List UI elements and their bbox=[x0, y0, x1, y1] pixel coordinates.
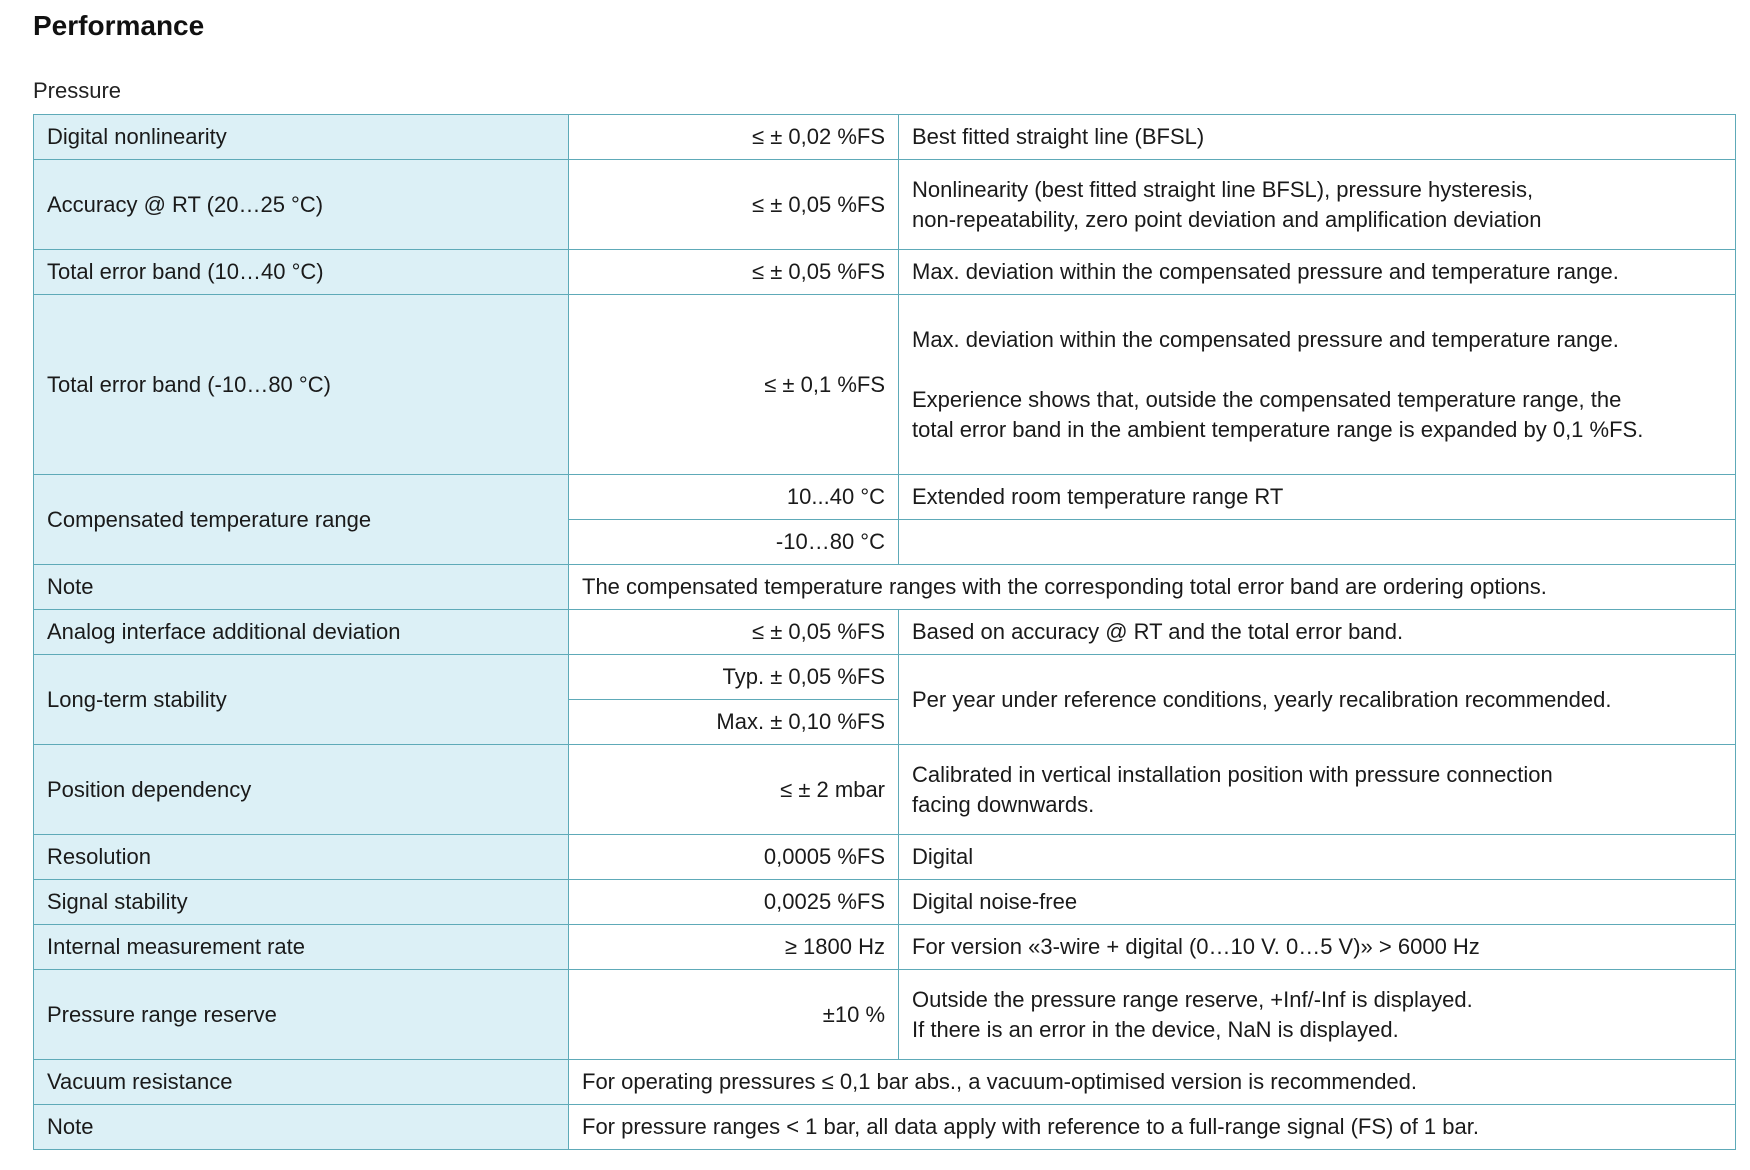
row-value: ≥ 1800 Hz bbox=[569, 925, 899, 970]
row-value: -10…80 °C bbox=[569, 520, 899, 565]
row-value: Typ. ± 0,05 %FS bbox=[569, 655, 899, 700]
row-label: Analog interface additional deviation bbox=[34, 610, 569, 655]
row-label: Accuracy @ RT (20…25 °C) bbox=[34, 160, 569, 250]
row-value: ≤ ± 0,05 %FS bbox=[569, 610, 899, 655]
table-row bbox=[34, 835, 1736, 880]
table-row bbox=[34, 745, 1736, 835]
description-line: Calibrated in vertical installation position with pressure connection bbox=[912, 761, 1553, 787]
row-description bbox=[899, 295, 1736, 475]
table-row bbox=[34, 250, 1736, 295]
row-value: ≤ ± 0,05 %FS bbox=[569, 160, 899, 250]
row-value: ≤ ± 0,05 %FS bbox=[569, 250, 899, 295]
table-row bbox=[34, 1105, 1736, 1150]
table-row bbox=[34, 160, 1736, 250]
row-description: Max. deviation within the compensated pressure and temperature range. bbox=[899, 250, 1736, 295]
row-description: Per year under reference conditions, yearly recalibration recommended. bbox=[899, 655, 1736, 745]
description-line: If there is an error in the device, NaN is displayed. bbox=[912, 1016, 1399, 1042]
description-line: facing downwards. bbox=[912, 791, 1095, 817]
row-label: Digital nonlinearity bbox=[34, 115, 569, 160]
row-description bbox=[899, 520, 1736, 565]
row-description: Based on accuracy @ RT and the total error band. bbox=[899, 610, 1736, 655]
table-row bbox=[34, 970, 1736, 1060]
row-value: 0,0005 %FS bbox=[569, 835, 899, 880]
row-value: ±10 % bbox=[569, 970, 899, 1060]
row-description: For pressure ranges < 1 bar, all data apply with reference to a full-range signal (FS) of 1 bar. bbox=[569, 1105, 1736, 1150]
table-row bbox=[34, 1060, 1736, 1105]
row-label: Signal stability bbox=[34, 880, 569, 925]
row-value: ≤ ± 0,02 %FS bbox=[569, 115, 899, 160]
section-title: Pressure bbox=[33, 78, 122, 103]
table-row bbox=[34, 115, 1736, 160]
row-label: Resolution bbox=[34, 835, 569, 880]
page-title: Performance bbox=[33, 10, 205, 41]
pressure-spec-table bbox=[33, 114, 1736, 1150]
description-line: non-repeatability, zero point deviation and amplification deviation bbox=[912, 206, 1542, 232]
row-label: Note bbox=[34, 565, 569, 610]
row-description bbox=[899, 745, 1736, 835]
description-line: total error band in the ambient temperature range is expanded by 0,1 %FS. bbox=[912, 416, 1644, 442]
table-row bbox=[34, 925, 1736, 970]
row-description bbox=[899, 160, 1736, 250]
row-label: Position dependency bbox=[34, 745, 569, 835]
row-description: For version «3-wire + digital (0…10 V. 0…5 V)» > 6000 Hz bbox=[899, 925, 1736, 970]
table-row bbox=[34, 880, 1736, 925]
table-row bbox=[34, 295, 1736, 475]
row-label: Pressure range reserve bbox=[34, 970, 569, 1060]
row-description: Best fitted straight line (BFSL) bbox=[899, 115, 1736, 160]
row-description: Extended room temperature range RT bbox=[899, 475, 1736, 520]
row-label: Total error band (-10…80 °C) bbox=[34, 295, 569, 475]
row-description: Digital noise-free bbox=[899, 880, 1736, 925]
description-line: Experience shows that, outside the compensated temperature range, the bbox=[912, 386, 1622, 412]
row-description: The compensated temperature ranges with the corresponding total error band are ordering options. bbox=[569, 565, 1736, 610]
row-description: Digital bbox=[899, 835, 1736, 880]
description-line: Max. deviation within the compensated pressure and temperature range. bbox=[912, 326, 1619, 352]
table-row bbox=[34, 655, 1736, 700]
row-value: Max. ± 0,10 %FS bbox=[569, 700, 899, 745]
row-value: 10...40 °C bbox=[569, 475, 899, 520]
table-row bbox=[34, 475, 1736, 520]
row-label: Note bbox=[34, 1105, 569, 1150]
row-description: For operating pressures ≤ 0,1 bar abs., a vacuum-optimised version is recommended. bbox=[569, 1060, 1736, 1105]
description-line: Outside the pressure range reserve, +Inf/-Inf is displayed. bbox=[912, 986, 1473, 1012]
row-label: Internal measurement rate bbox=[34, 925, 569, 970]
row-label: Long-term stability bbox=[34, 655, 569, 745]
table-row bbox=[34, 565, 1736, 610]
description-line: Nonlinearity (best fitted straight line BFSL), pressure hysteresis, bbox=[912, 176, 1534, 202]
row-value: ≤ ± 2 mbar bbox=[569, 745, 899, 835]
row-value: 0,0025 %FS bbox=[569, 880, 899, 925]
table-row bbox=[34, 610, 1736, 655]
row-label: Total error band (10…40 °C) bbox=[34, 250, 569, 295]
row-label: Vacuum resistance bbox=[34, 1060, 569, 1105]
row-label: Compensated temperature range bbox=[34, 475, 569, 565]
description-paragraph bbox=[912, 385, 1722, 445]
row-value: ≤ ± 0,1 %FS bbox=[569, 295, 899, 475]
row-description bbox=[899, 970, 1736, 1060]
